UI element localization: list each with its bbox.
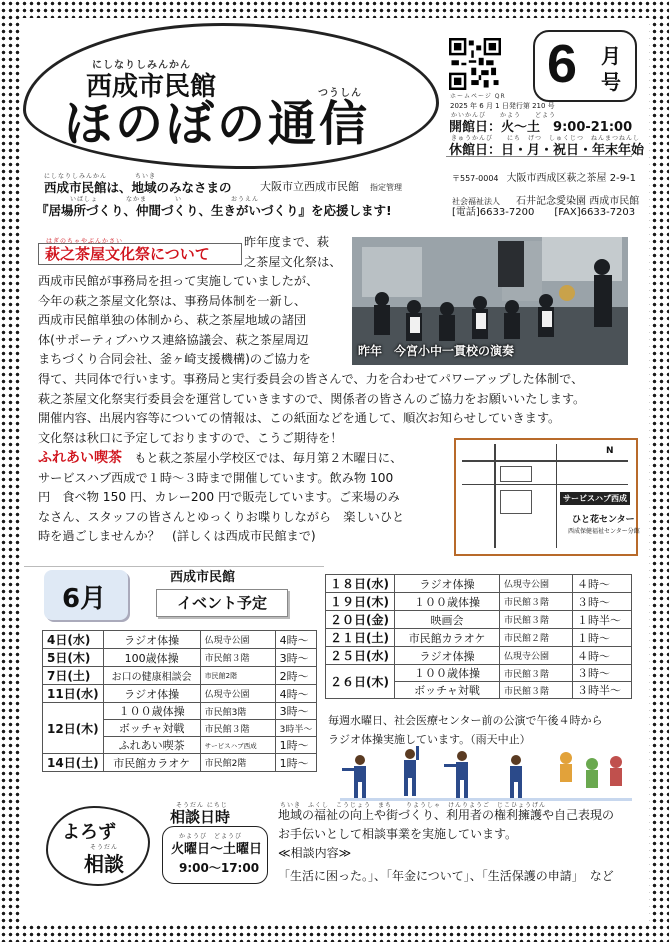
table-row: ２６日(木) １００歳体操 市民館３階 ３時～: [326, 665, 632, 682]
band-photo: [352, 237, 628, 365]
operator: 大阪市立西成市民館 指定管理: [260, 180, 402, 193]
ruby-open: かいかんび かよう どよう: [451, 112, 557, 119]
events-month: 6月: [62, 584, 107, 614]
schedule-hours: 9:00～17:00: [179, 861, 260, 875]
table-row: 4日(水) ラジオ体操 仏現寺公園 4時～: [43, 631, 317, 649]
map-road-h2: [462, 484, 628, 485]
header-divider: [446, 156, 632, 157]
map-north-icon: N: [606, 446, 614, 456]
exercise-people-illustration: [340, 742, 632, 802]
table-row: １９日(木) １００歳体操 市民館３階 ３時～: [326, 593, 632, 611]
table-row: ２５日(水) ラジオ体操 仏現寺公園 ４時～: [326, 647, 632, 665]
table-row: 14日(土) 市民館カラオケ 市民館2階 1時～: [43, 754, 317, 772]
festival-lead: 昨年度まで、萩 之茶屋文化祭は、: [244, 235, 342, 269]
open-hours: 9:00-21:00: [553, 120, 633, 135]
table-row: 11日(水) ラジオ体操 仏現寺公園 4時～: [43, 685, 317, 703]
consult-title-2: 相談: [84, 852, 124, 876]
corp-name: 社会福祉法人 石井記念愛染園 西成市民館: [452, 196, 640, 207]
table-row: ボッチャ対戦 市民館３階 ３時半～: [326, 682, 632, 699]
map-road-h1: [462, 460, 628, 462]
ruby-schedule-days: かようび どようび: [179, 833, 243, 840]
intro-line-1: 西成市民館は、地域のみなさまの: [44, 180, 232, 195]
location-map: [454, 438, 638, 556]
table-row: ２０日(金) 映画会 市民館３階 １時半～: [326, 611, 632, 629]
festival-body-wide: 得て、共同体で行います。事務局と実行委員会の皆さんで、力を合わせてパワーアップした体制で、 萩之茶屋文化祭実行委員会を運営していきますので、関係者の皆さんのご協力をお願いいたします。 開催内容、出展内容等についての情報は、この紙面などを通して、順次お知らせしていきます。 文化祭は秋口に予定しておりますので、こうご期待を！: [38, 372, 586, 445]
month-badge: [533, 30, 637, 102]
qr-caption: ホームページ QR: [450, 93, 506, 100]
fax: [FAX]6633-7203: [554, 207, 636, 218]
events-table-left: [42, 630, 317, 772]
table-row: ２１日(土) 市民館カラオケ 市民館２階 １時～: [326, 629, 632, 647]
intro-line-2: 『居場所づくり、仲間づくり、生きがいづくり』を応援します!: [36, 203, 392, 218]
ruby-consult-title: そうだん: [90, 844, 119, 851]
photo-caption: 昨年 今宮小中一貫校の演奏: [358, 344, 515, 358]
consult-title-1: よろず: [62, 822, 116, 843]
table-row: 12日(木) １００歳体操 市民館3階 3時～: [43, 703, 317, 720]
table-row: １８日(水) ラジオ体操 仏現寺公園 ４時～: [326, 575, 632, 593]
tel: [電話]6633-7200: [452, 207, 535, 218]
ruby-closed: きゅうかんび にち げつ しゅくじつ ねんまつねんし: [451, 135, 641, 142]
ruby-tsushin: つうしん: [318, 88, 362, 99]
postal-address: 〒557-0004 大阪市西成区萩之茶屋 2-9-1: [452, 173, 636, 184]
schedule-box: [162, 826, 268, 884]
ruby-facility: にしなりしみんかん: [92, 60, 191, 71]
wavy-divider: [24, 786, 340, 794]
month-number: 6: [547, 34, 578, 94]
closed-days: 休館日：日・月・祝日・年末年始: [449, 143, 645, 158]
map-block-2: [500, 490, 532, 514]
schedule-days: 火曜日～土曜日: [171, 842, 263, 857]
operator-note: 指定管理: [370, 183, 402, 192]
ruby-festival-heading: はぎのちゃやぶんかさい: [46, 238, 124, 245]
festival-heading: 萩之茶屋文化祭について: [38, 243, 242, 265]
radio-exercise-note-2: ラジオ体操実施しています。（雨天中止）: [328, 733, 531, 746]
map-label-servicehub: サービスハブ西成: [560, 492, 630, 505]
month-suffix-month: 月: [601, 44, 621, 68]
map-road-v1: [494, 444, 496, 548]
radio-exercise-note-1: 毎週水曜日、社会医療センター前の公演で午後４時から: [328, 714, 603, 727]
table-row: 7日(土) お口の健康相談会 市民館2階 2時～: [43, 667, 317, 685]
map-block-1: [500, 466, 532, 482]
ruby-intro-1: にしなりしみんかん ちいき: [44, 173, 157, 180]
issue-line: 2025 年 6 月 1 日発行第 210 号: [450, 102, 555, 110]
events-month-badge: [44, 570, 128, 620]
ruby-consult-desc: ちいき ふくし こうじょう まち りようしゃ けんりようご じこひょうげん: [280, 802, 547, 809]
events-table-right: [325, 574, 632, 699]
map-road-v2: [556, 444, 557, 548]
qr-code-icon[interactable]: [449, 38, 501, 90]
ruby-schedule: そうだん にちじ: [176, 802, 228, 809]
open-days: 開館日：火～土 9:00-21:00: [449, 120, 633, 135]
map-label-health-center: 西成保健福祉センター分館: [568, 528, 640, 535]
table-row: ボッチャ対戦 市民館３階 3時半～: [43, 720, 317, 737]
ruby-intro-2: いばしょ なかま い おうえん: [70, 196, 260, 203]
contact-line: [452, 203, 635, 218]
month-suffix-issue: 号: [601, 70, 621, 94]
table-row: ふれあい喫茶 サービスハブ西成 1時～: [43, 737, 317, 754]
map-label-hitohana: ひと花センター: [572, 515, 635, 525]
consult-description: 地域の福祉の向上や街づくり、利用者の権利擁護や自己表現の お手伝いとして相談事業を実施しています。 ≪相談内容≫ 「生活に困った。」、「年金について」、「生活保護の申請」 など: [278, 808, 615, 883]
table-row: 5日(木) 100歳体操 市民館３階 3時～: [43, 649, 317, 667]
events-venue: 西成市民館: [170, 570, 236, 585]
festival-body-narrow: 西成市民館が事務局を担って実施していましたが、 今年の萩之茶屋文化祭は、事務局体制を一新し、 西成市民館単独の体制から、萩之茶屋地域の諸団 体(サポーティブハウス連絡協議会、萩之茶屋周辺 まちづくり合同会社、釜ヶ崎支援機構)のご協力を: [38, 274, 319, 367]
facility-name: 西成市民館: [86, 72, 217, 102]
newsletter-title: ほのぼの通信: [64, 96, 371, 152]
schedule-title: 相談日時: [170, 808, 231, 826]
cafe-section: ふれあい喫茶 もと萩之茶屋小学校区では、毎月第２木曜日に、 サービスハブ西成で１時～３時まで開催しています。飲み物 100 円 食べ物 150 円、カレー200 円で販売しています。ご来場のみ なさん、スタッフの皆さんとゆっくりお喋りしながら 楽しいひと 時を過ごしませんか？ (詳しくは西成市民館まで): [38, 450, 405, 544]
cafe-heading: ふれあい喫茶: [38, 450, 122, 466]
events-title: イベント予定: [156, 589, 288, 617]
